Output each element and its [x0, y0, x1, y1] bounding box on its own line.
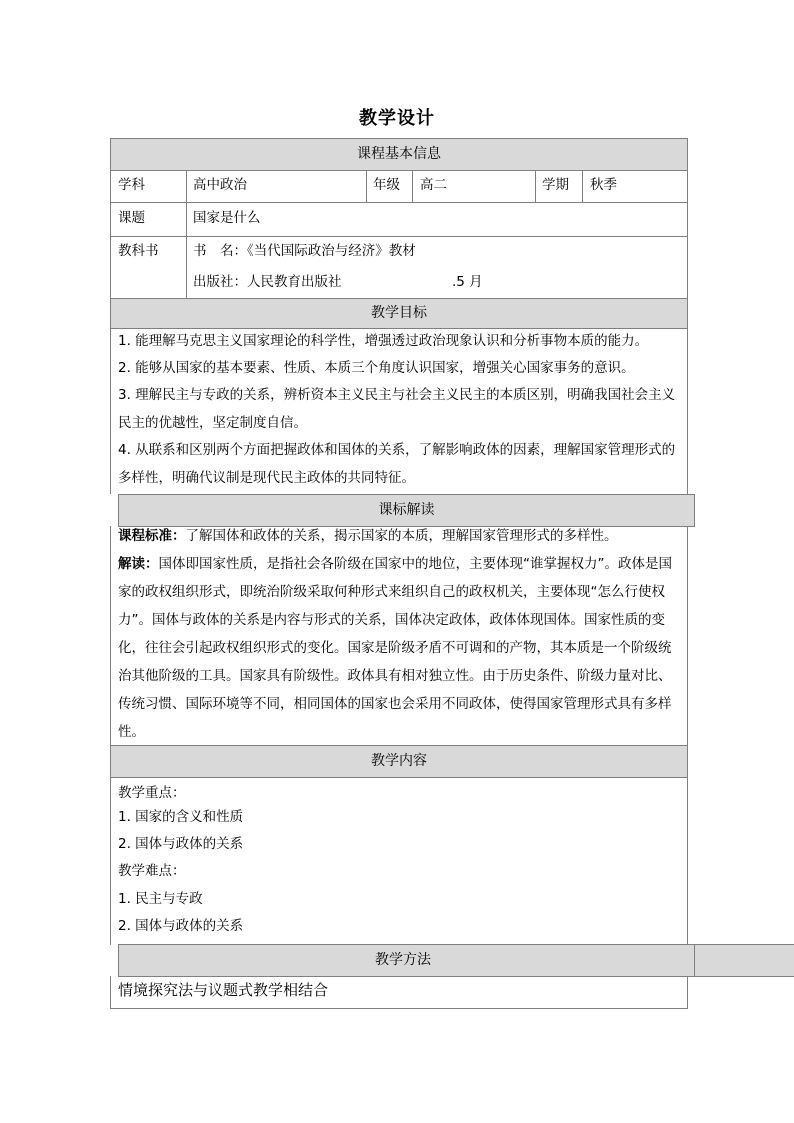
objectives-body [110, 328, 688, 494]
key-point-item-1: 1. 国家的含义和性质 [118, 809, 244, 825]
interpretation-text [118, 550, 682, 746]
method-header-label: 教学方法 [375, 952, 431, 968]
interpretation-label: 解读： [118, 556, 159, 572]
standard-label: 课程标准： [118, 528, 186, 544]
term-value: 秋季 [590, 177, 617, 193]
term-label: 学期 [542, 177, 569, 193]
objective-item-1: 1. 能理解马克思主义国家理论的科学性，增强透过政治现象认识和分析事物本质的能力。 [118, 333, 649, 349]
method-header [118, 944, 688, 977]
standard-text [118, 522, 686, 550]
book-name: 书 名：《当代国际政治与经济》教材 [193, 243, 416, 259]
textbook-label: 教科书 [118, 243, 159, 259]
standard-content: 了解国体和政体的关系，揭示国家的本质，理解国家管理形式的多样性。 [185, 528, 618, 544]
method-text: 情境探究法与议题式教学相结合 [118, 981, 329, 999]
subject-label: 学科 [118, 177, 145, 193]
method-body [110, 976, 688, 1009]
standard-body [110, 526, 688, 746]
content-header [110, 745, 688, 778]
difficult-point-item-2: 2. 国体与政体的关系 [118, 918, 244, 934]
publisher: 出版社：人民教育出版社 [193, 274, 342, 290]
basic-info-header [110, 138, 688, 171]
publish-date: .5 月 [452, 274, 483, 290]
grade-label: 年级 [373, 177, 400, 193]
basic-info-header-label: 课程基本信息 [357, 146, 441, 162]
standard-header-label: 课标解读 [378, 502, 435, 518]
key-points-label: 教学重点： [118, 785, 186, 801]
method-header-extension [687, 944, 794, 977]
topic-label: 课题 [118, 210, 145, 226]
objective-item-4: 4. 从联系和区别两个方面把握政体和国体的关系，了解影响政体的因素，理解国家管理形式的多样性，明确代议制是现代民主政体的共同特征。 [118, 442, 676, 486]
objectives-header [110, 298, 688, 329]
page-title: 教学设计 [359, 108, 435, 129]
content-header-label: 教学内容 [371, 753, 427, 769]
interpretation-content: 国体即国家性质，是指社会各阶级在国家中的地位，主要体现“谁掌握权力”。政体是国家的政权组织形式，即统治阶级采取何种形式来组织自己的政权机关，主要体现“怎么行使权力”。国体与政体的关系是内容与形式的关系，国体决定政体，政体体现国体。国家性质的变化，往往会引起政权组织形式的变化。国家是阶级矛盾不可调和的产物，其本质是一个阶级统治其他阶级的工具。国家具有阶级性。政体具有相对独立性。由于历史条件、阶级力量对比、传统习惯、国际环境等不同，相同国体的国家也会采用不同政体，使得国家管理形式具有多样性。 [118, 556, 672, 740]
topic-value: 国家是什么 [193, 210, 261, 226]
key-point-item-2: 2. 国体与政体的关系 [118, 836, 244, 852]
difficult-points-label: 教学难点： [118, 863, 186, 879]
subject-value: 高中政治 [193, 177, 247, 193]
content-body [110, 777, 688, 945]
objective-item-2: 2. 能够从国家的基本要素、性质、本质三个角度认识国家，增强关心国家事务的意识。 [118, 360, 635, 376]
difficult-point-item-1: 1. 民主与专政 [118, 891, 203, 907]
grade-value: 高二 [420, 177, 447, 193]
objectives-header-label: 教学目标 [371, 305, 427, 321]
objective-item-3: 3. 理解民主与专政的关系，辨析资本主义民主与社会主义民主的本质区别，明确我国社会主义民主的优越性，坚定制度自信。 [118, 387, 676, 431]
